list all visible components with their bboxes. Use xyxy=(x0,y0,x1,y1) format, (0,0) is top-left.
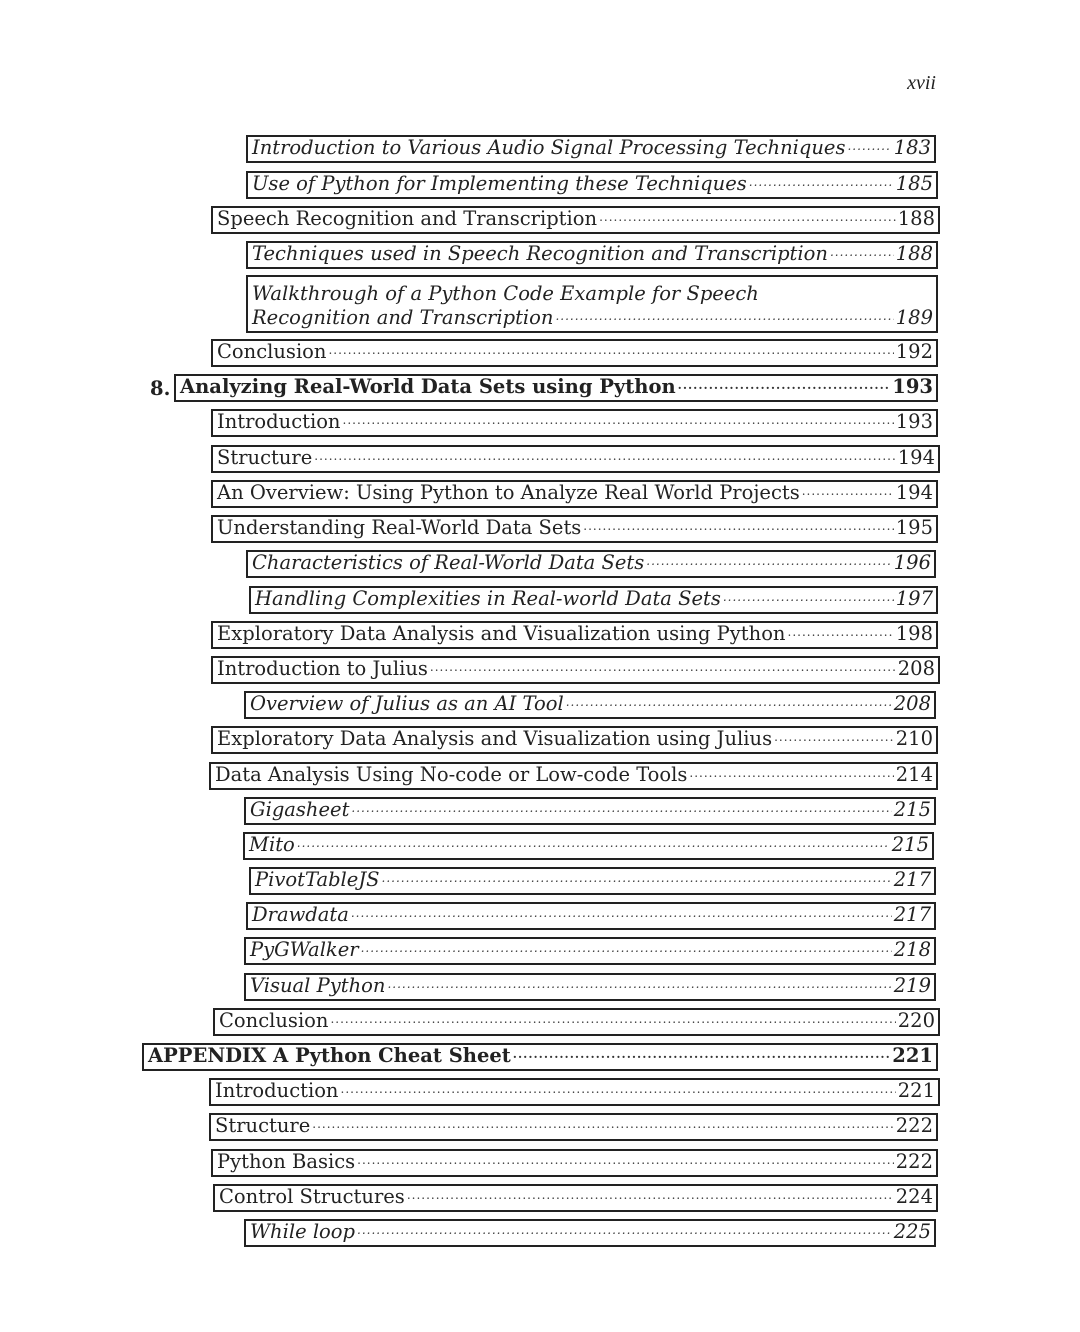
entry-page: 193 xyxy=(892,375,933,398)
leader-dots xyxy=(555,305,893,327)
toc-entry[interactable] xyxy=(211,621,938,649)
entry-title: Speech Recognition and Transcription xyxy=(217,207,598,230)
leader-dots xyxy=(830,241,894,263)
entry-page: 222 xyxy=(895,1114,933,1137)
toc-entry[interactable] xyxy=(211,726,938,754)
entry-page: 208 xyxy=(893,692,931,715)
leader-dots xyxy=(357,1149,894,1171)
toc-entry[interactable] xyxy=(211,339,938,367)
entry-title: Recognition and Transcription xyxy=(252,306,554,329)
entry-title: Conclusion xyxy=(219,1009,329,1032)
leader-dots xyxy=(646,550,892,572)
toc-entry[interactable] xyxy=(246,241,938,269)
entry-page: 218 xyxy=(893,938,931,961)
entry-title: While loop xyxy=(250,1220,356,1243)
entry-page: 185 xyxy=(895,172,933,195)
leader-dots xyxy=(749,171,894,193)
leader-dots xyxy=(351,902,892,924)
toc-entry[interactable] xyxy=(246,550,936,578)
entry-title: Overview of Julius as an AI Tool xyxy=(250,692,564,715)
entry-page: 217 xyxy=(893,903,931,926)
toc-entry[interactable] xyxy=(244,937,936,965)
entry-page: 195 xyxy=(895,516,933,539)
entry-title: APPENDIX A Python Cheat Sheet xyxy=(148,1044,511,1067)
entry-title: Techniques used in Speech Recognition and Transcription xyxy=(252,242,828,265)
entry-title: Handling Complexities in Real-world Data Sets xyxy=(255,587,721,610)
entry-page: 225 xyxy=(893,1220,931,1243)
entry-page: 219 xyxy=(893,974,931,997)
toc-chapter-entry[interactable] xyxy=(174,374,938,402)
leader-dots xyxy=(341,1078,896,1100)
leader-dots xyxy=(723,586,894,608)
entry-title: Understanding Real-World Data Sets xyxy=(217,516,582,539)
toc-entry[interactable] xyxy=(211,445,940,473)
entry-title: Conclusion xyxy=(217,340,327,363)
leader-dots xyxy=(314,445,896,467)
entry-title: Structure xyxy=(217,446,313,469)
toc-entry[interactable] xyxy=(246,135,936,163)
entry-page: 222 xyxy=(895,1150,933,1173)
entry-title: Exploratory Data Analysis and Visualization using Python xyxy=(217,622,786,645)
leader-dots xyxy=(774,726,894,748)
leader-dots xyxy=(788,621,894,643)
leader-dots xyxy=(689,762,893,784)
entry-page: 215 xyxy=(893,798,931,821)
leader-dots xyxy=(387,973,891,995)
toc-entry[interactable] xyxy=(211,409,938,437)
leader-dots xyxy=(407,1184,894,1206)
leader-dots xyxy=(343,409,894,431)
toc-entry[interactable] xyxy=(249,586,938,614)
entry-page: 198 xyxy=(895,622,933,645)
entry-page: 188 xyxy=(897,207,935,230)
entry-page: 197 xyxy=(895,587,933,610)
toc-entry[interactable] xyxy=(244,797,936,825)
entry-title: Python Basics xyxy=(217,1150,356,1173)
toc-entry[interactable] xyxy=(213,1008,940,1036)
toc-entry[interactable] xyxy=(211,206,940,234)
leader-dots xyxy=(599,206,896,228)
entry-title: Exploratory Data Analysis and Visualization using Julius xyxy=(217,727,773,750)
leader-dots xyxy=(430,656,896,678)
toc-entry[interactable] xyxy=(244,1219,936,1247)
toc-entry[interactable] xyxy=(246,275,938,333)
leader-dots xyxy=(357,1219,892,1241)
entry-page: 192 xyxy=(895,340,933,363)
toc-appendix-entry[interactable] xyxy=(142,1043,938,1071)
entry-title: Introduction to Various Audio Signal Processing Techniques xyxy=(252,136,846,159)
toc-entry[interactable] xyxy=(209,762,938,790)
entry-title-line1: Walkthrough of a Python Code Example for Speech xyxy=(252,282,759,305)
entry-title: Analyzing Real-World Data Sets using Python xyxy=(180,375,676,398)
entry-page: 188 xyxy=(895,242,933,265)
leader-dots xyxy=(583,515,893,537)
entry-page: 210 xyxy=(895,727,933,750)
entry-title: Visual Python xyxy=(250,974,386,997)
leader-dots xyxy=(312,1113,894,1135)
entry-title: PyGWalker xyxy=(250,938,359,961)
entry-title: Mito xyxy=(249,833,295,856)
entry-title: Gigasheet xyxy=(250,798,350,821)
chapter-number: 8. xyxy=(150,377,171,400)
entry-page: 208 xyxy=(897,657,935,680)
leader-dots xyxy=(351,797,891,819)
entry-page: 220 xyxy=(897,1009,935,1032)
leader-dots xyxy=(566,691,892,713)
entry-page: 221 xyxy=(892,1044,933,1067)
entry-title: Use of Python for Implementing these Techniques xyxy=(252,172,747,195)
leader-dots xyxy=(361,937,892,959)
entry-title: Data Analysis Using No-code or Low-code Tools xyxy=(215,763,688,786)
entry-page: 215 xyxy=(891,833,929,856)
leader-dots xyxy=(328,339,893,361)
entry-page: 217 xyxy=(893,868,931,891)
toc-entry[interactable] xyxy=(246,902,936,930)
entry-title: PivotTableJS xyxy=(255,868,380,891)
entry-page: 214 xyxy=(895,763,933,786)
leader-dots xyxy=(847,135,891,157)
entry-title: Structure xyxy=(215,1114,311,1137)
entry-page: 194 xyxy=(895,481,933,504)
toc-entry[interactable] xyxy=(246,171,938,199)
toc-entry[interactable] xyxy=(211,1149,938,1177)
toc-entry[interactable] xyxy=(249,867,936,895)
entry-title: Characteristics of Real-World Data Sets xyxy=(252,551,645,574)
page-number: xvii xyxy=(907,72,936,94)
entry-page: 196 xyxy=(893,551,931,574)
toc-entry[interactable] xyxy=(211,480,938,508)
entry-page: 221 xyxy=(897,1079,935,1102)
leader-dots xyxy=(678,374,891,396)
entry-title: Introduction to Julius xyxy=(217,657,428,680)
entry-title: Drawdata xyxy=(252,903,349,926)
toc-entry[interactable] xyxy=(213,1184,938,1212)
entry-page: 183 xyxy=(893,136,931,159)
leader-dots xyxy=(802,480,894,502)
toc-entry[interactable] xyxy=(211,656,940,684)
toc-entry[interactable] xyxy=(244,973,936,1001)
toc-entry[interactable] xyxy=(243,832,934,860)
leader-dots xyxy=(330,1008,895,1030)
toc-entry[interactable] xyxy=(211,515,938,543)
entry-title: An Overview: Using Python to Analyze Real World Projects xyxy=(217,481,800,504)
leader-dots xyxy=(382,867,892,889)
entry-title: Control Structures xyxy=(219,1185,405,1208)
toc-entry[interactable] xyxy=(209,1078,940,1106)
entry-title: Introduction xyxy=(215,1079,339,1102)
entry-title: Introduction xyxy=(217,410,341,433)
entry-page: 194 xyxy=(897,446,935,469)
entry-page: 193 xyxy=(895,410,933,433)
entry-page: 189 xyxy=(895,306,933,329)
toc-entry[interactable] xyxy=(244,691,936,719)
leader-dots xyxy=(297,832,890,854)
toc-entry[interactable] xyxy=(209,1113,938,1141)
leader-dots xyxy=(513,1043,891,1065)
entry-page: 224 xyxy=(895,1185,933,1208)
